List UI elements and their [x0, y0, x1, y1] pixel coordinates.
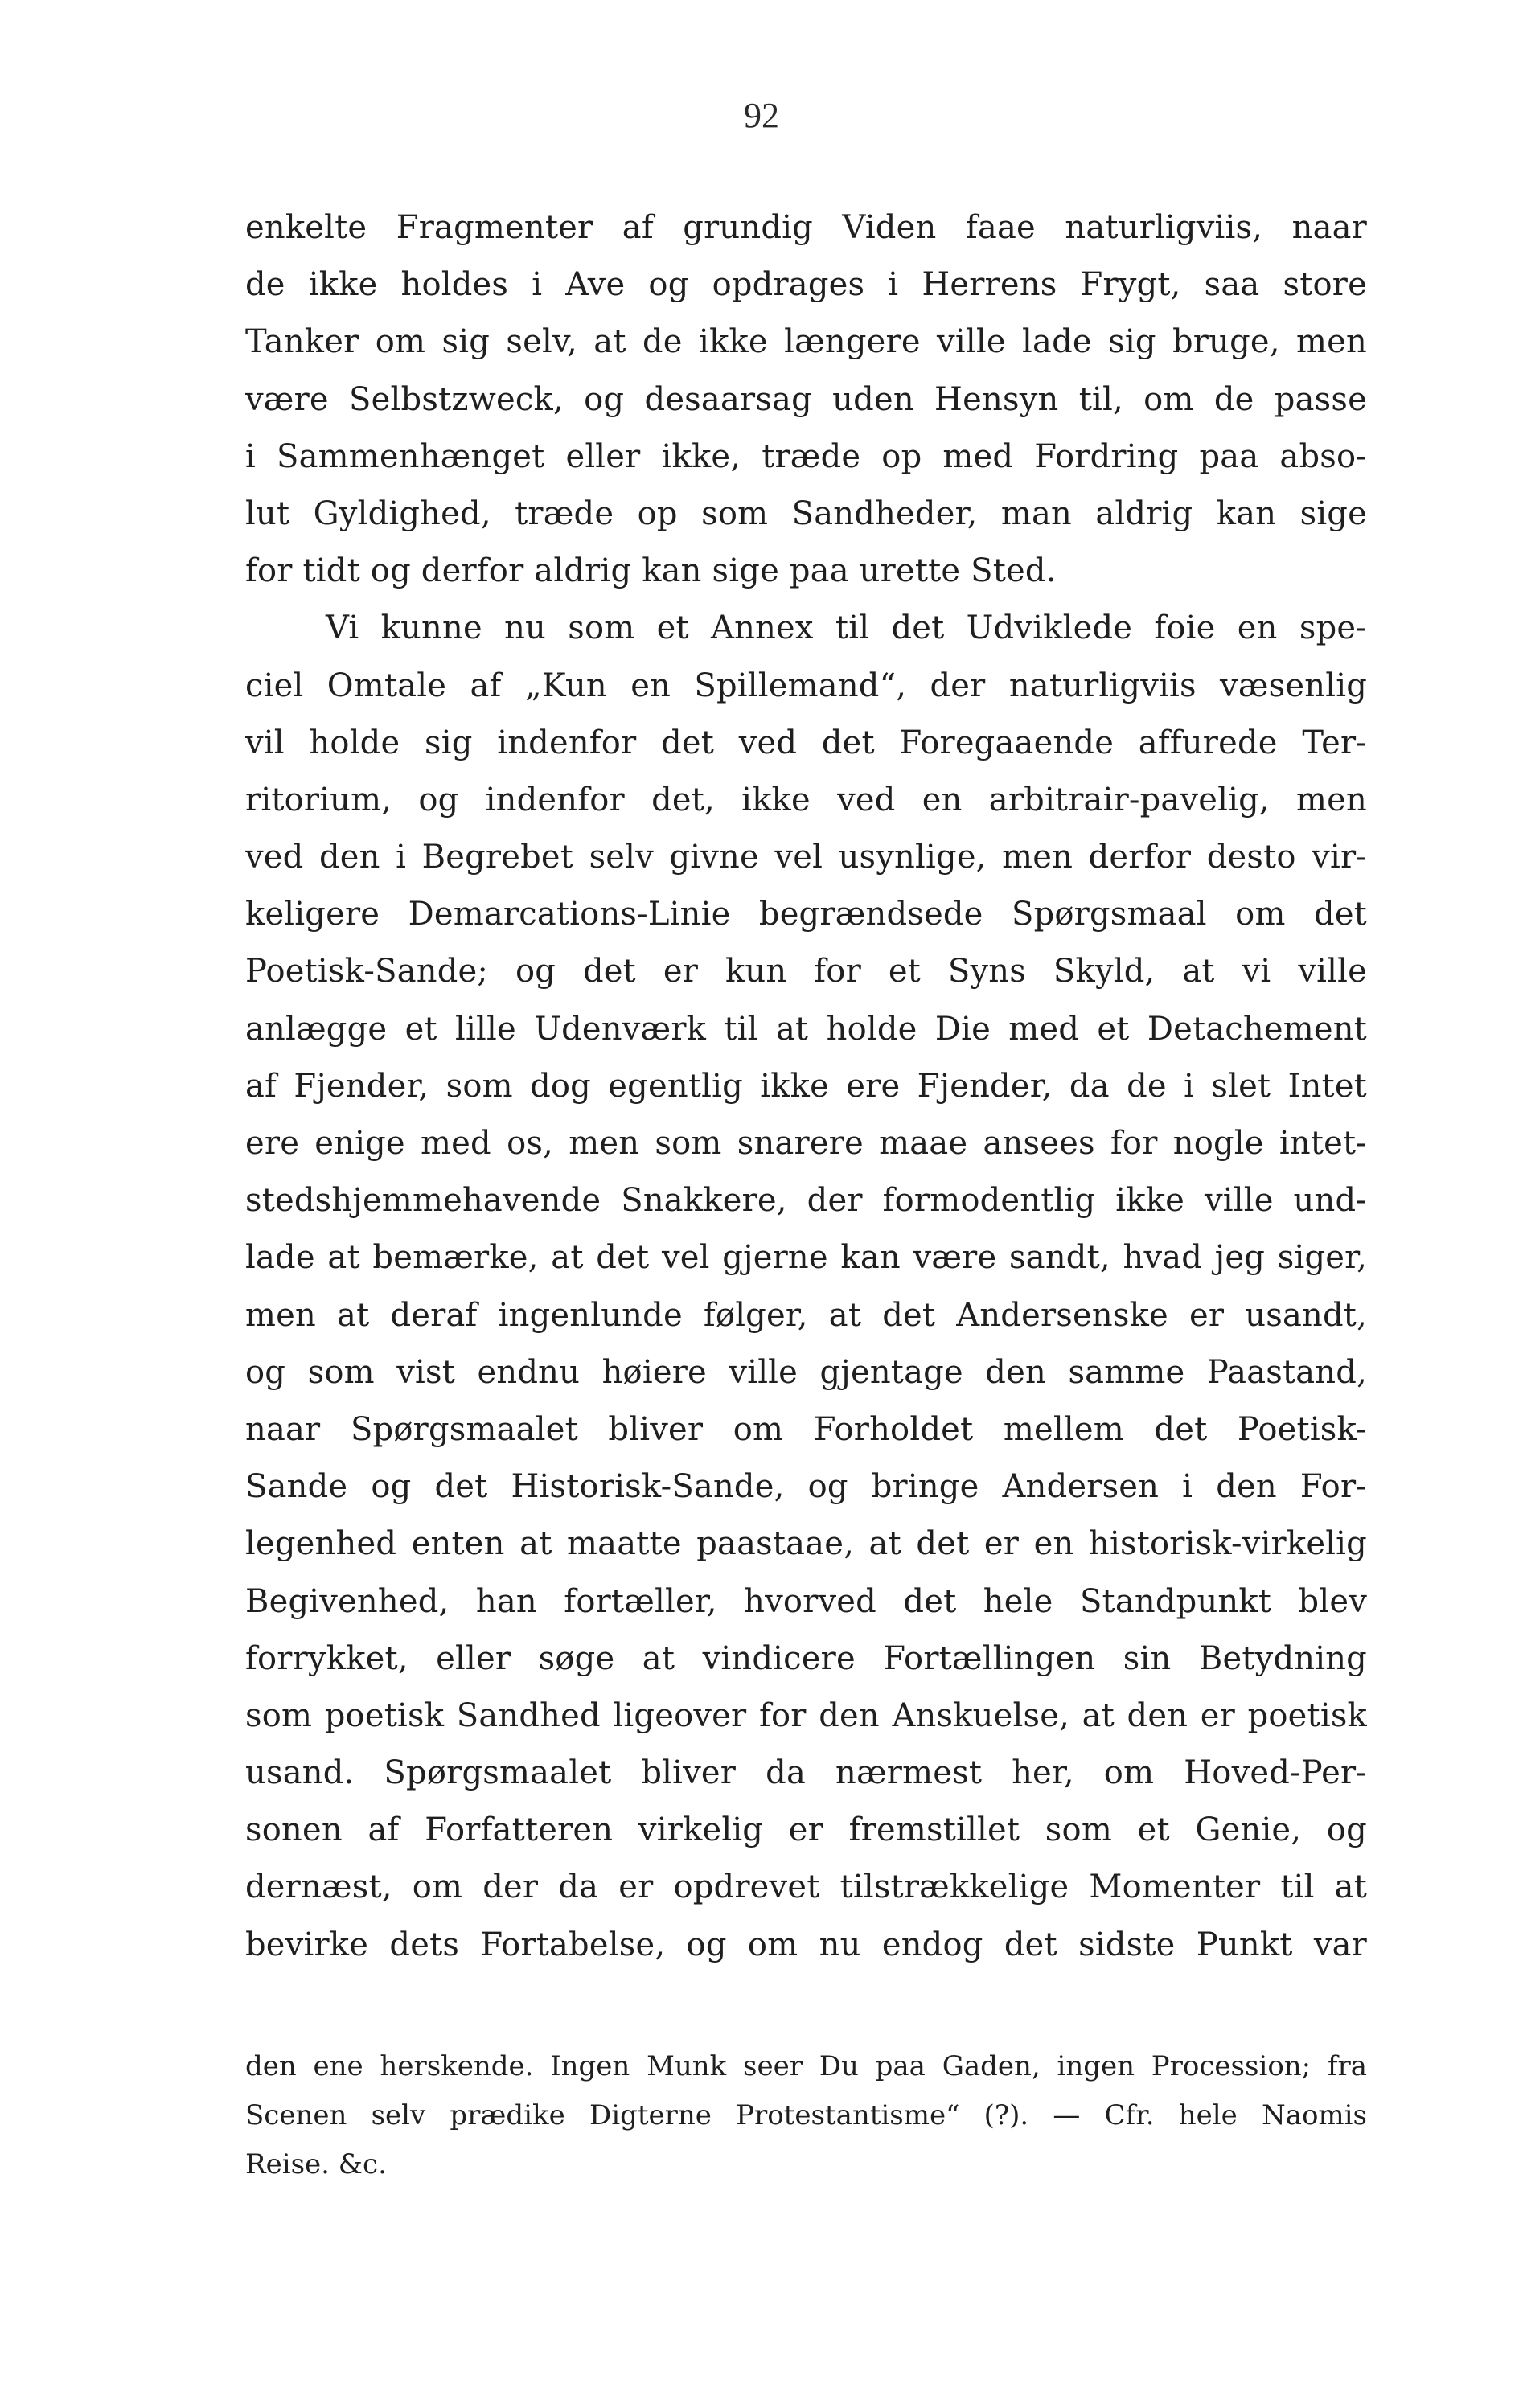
text-line: Vi kunne nu som et Annex til det Udviklede foie en spe- — [326, 609, 1367, 647]
text-line: Begivenhed, han fortæller, hvorved det hele Standpunkt blev — [245, 1582, 1367, 1620]
main-text — [245, 199, 1367, 1974]
text-line: i Sammenhænget eller ikke, træde op med Fordring paa abso- — [245, 437, 1367, 475]
text-line: vil holde sig indenfor det ved det Foregaaende affurede Ter- — [245, 724, 1367, 761]
text-line: enkelte Fragmenter af grundig Viden faae naturligviis, naar — [245, 209, 1367, 246]
text-line: lut Gyldighed, træde op som Sandheder, man aldrig kan sige — [245, 494, 1367, 532]
footnote-line: Scenen selv prædike Digterne Protestantisme“ (?). — Cfr. hele Naomis — [245, 2099, 1367, 2131]
text-line: keligere Demarcations-Linie begrændsede Spørgsmaal om det — [245, 896, 1367, 933]
text-line: og som vist endnu høiere ville gjentage den samme Paastand, — [245, 1353, 1367, 1391]
text-line: forrykket, eller søge at vindicere Fortællingen sin Betydning — [245, 1639, 1367, 1677]
footnote — [245, 2042, 1367, 2189]
footnote-line: Reise. &c. — [245, 2148, 387, 2180]
text-line: men at deraf ingenlunde følger, at det Andersenske er usandt, — [245, 1296, 1367, 1334]
text-line: naar Spørgsmaalet bliver om Forholdet mellem det Poetisk- — [245, 1410, 1367, 1448]
text-line: anlægge et lille Udenværk til at holde Die med et Detachement — [245, 1010, 1367, 1048]
text-line: Tanker om sig selv, at de ikke længere ville lade sig bruge, men — [245, 323, 1367, 361]
text-line: sonen af Forfatteren virkelig er fremstillet som et Genie, og — [245, 1811, 1367, 1849]
text-line: ved den i Begrebet selv givne vel usynlige, men derfor desto vir- — [245, 839, 1367, 876]
text-line: de ikke holdes i Ave og opdrages i Herrens Frygt, saa store — [245, 266, 1367, 304]
text-line: Sande og det Historisk-Sande, og bringe Andersen i den For- — [245, 1468, 1367, 1506]
page-number: 92 — [744, 96, 779, 135]
text-line: usand. Spørgsmaalet bliver da nærmest her, om Hoved-Per- — [245, 1754, 1367, 1792]
text-line: være Selbstzweck, og desaarsag uden Hensyn til, om de passe — [245, 380, 1367, 418]
text-line: af Fjender, som dog egentlig ikke ere Fjender, da de i slet Intet — [245, 1067, 1367, 1105]
text-line: bevirke dets Fortabelse, og om nu endog det sidste Punkt var — [245, 1926, 1367, 1963]
footnote-line: den ene herskende. Ingen Munk seer Du paa Gaden, ingen Procession; fra — [245, 2050, 1367, 2082]
text-line: legenhed enten at maatte paastaae, at det er en historisk-virkelig — [245, 1525, 1367, 1563]
text-line: som poetisk Sandhed ligeover for den Anskuelse, at den er poetisk — [245, 1696, 1367, 1734]
text-line: ritorium, og indenfor det, ikke ved en arbitrair-pavelig, men — [245, 781, 1367, 818]
text-line: for tidt og derfor aldrig kan sige paa urette Sted. — [245, 552, 1057, 590]
text-line: ciel Omtale af „Kun en Spillemand“, der naturligviis væsenlig — [245, 667, 1367, 704]
text-line: Poetisk-Sande; og det er kun for et Syns Skyld, at vi ville — [245, 953, 1367, 991]
text-line: dernæst, om der da er opdrevet tilstrækkelige Momenter til at — [245, 1869, 1367, 1906]
text-line: ere enige med os, men som snarere maae ansees for nogle intet- — [245, 1125, 1367, 1162]
text-line: lade at bemærke, at det vel gjerne kan være sandt, hvad jeg siger, — [245, 1239, 1367, 1277]
text-line: stedshjemmehavende Snakkere, der formodentlig ikke ville und- — [245, 1182, 1367, 1220]
